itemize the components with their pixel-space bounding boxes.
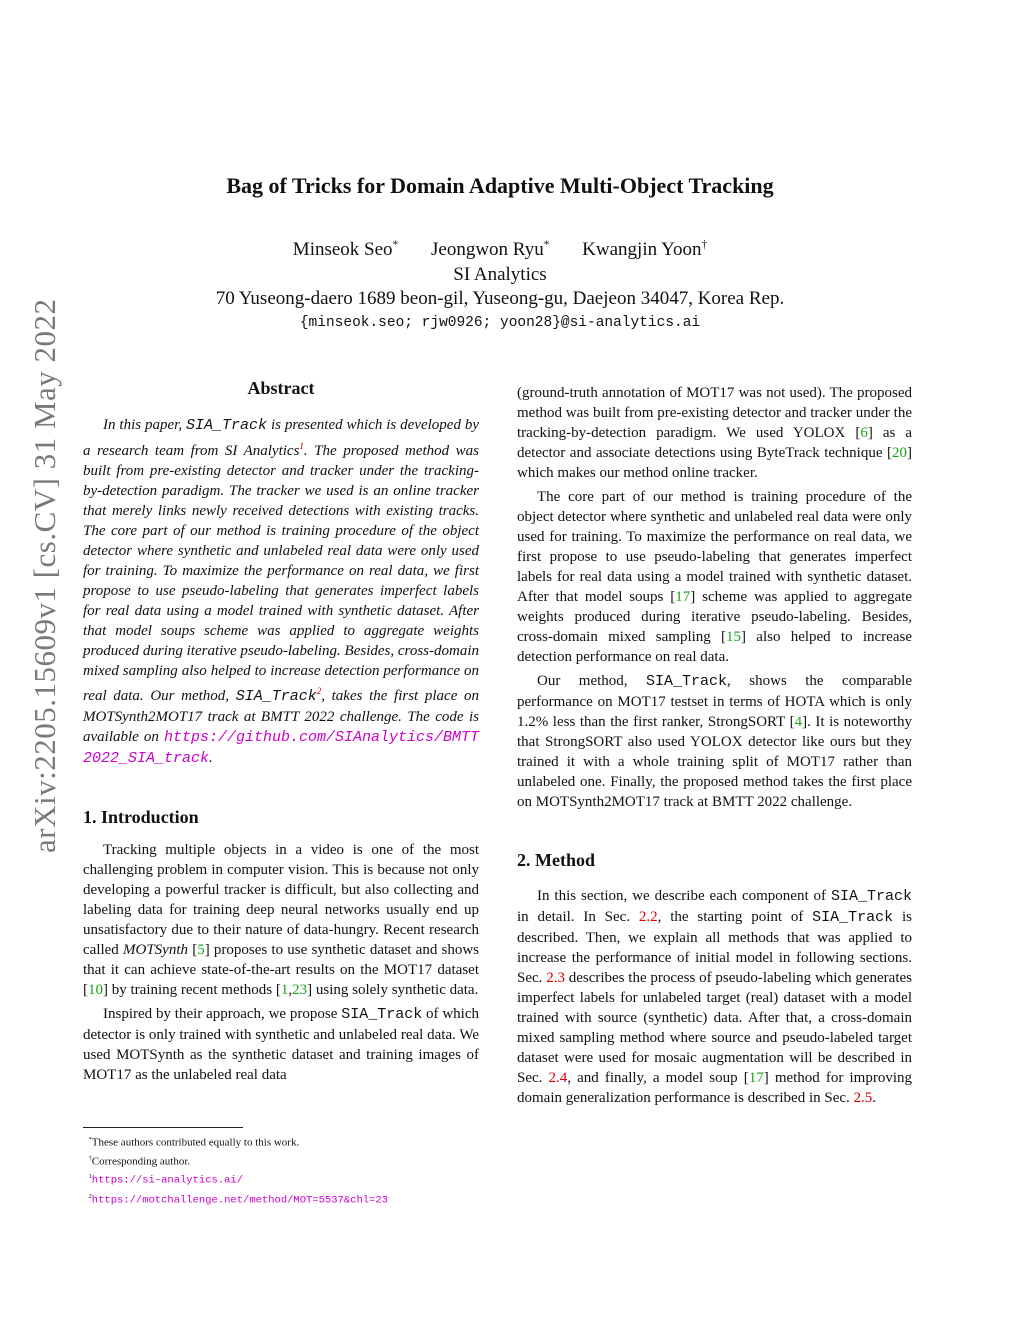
citation-10[interactable]: 10 bbox=[88, 982, 103, 998]
footnotes bbox=[83, 1127, 479, 1209]
intro-paragraph-1: Tracking multiple objects in a video is one of the most challenging problem in computer vision. This is because not only developing a powerful tracker is difficult, but also collecting and labeling data for training deep neural networks usually end up unsatisfactory due to their nature of data-hungry. Recent research called MOTSynth [5] proposes to use synthetic dataset and shows that it can achieve state-of-the-art results on the MOT17 dataset [10] by training recent methods [1,23] using solely synthetic data. bbox=[83, 842, 480, 998]
section-link-2-4[interactable]: 2.4 bbox=[548, 1070, 568, 1086]
paper-title: Bag of Tricks for Domain Adaptive Multi-Object Tracking bbox=[226, 173, 774, 198]
intro-paragraph-2-continued: (ground-truth annotation of MOT17 was not used). The proposed method was built from pre-existing detector and tracker under the tracking-by-detection paradigm. We used YOLOX [6] as a detector and associate detections using ByteTrack technique [20] which makes our method online tracker. bbox=[517, 385, 912, 481]
author-2: Jeongwon Ryu* bbox=[431, 239, 550, 261]
author-3: Kwangjin Yoon† bbox=[582, 239, 708, 261]
citation-6[interactable]: 6 bbox=[860, 425, 868, 441]
citation-20[interactable]: 20 bbox=[892, 445, 907, 461]
intro-paragraph-4: Our method, SIA_Track, shows the comparable performance on MOT17 testset in terms of HOTA which is only 1.2% less than the first ranker, StrongSORT [4]. It is noteworthy that StrongSORT also used YOLOX detector like ours but they trained it with a whole training split of MOT17 rather than unlabeled one. Finally, the proposed method takes the first place on MOTSynth2MOT17 track at BMTT 2022 challenge. bbox=[517, 673, 913, 810]
footnote-ref-1[interactable]: 1 bbox=[299, 441, 304, 451]
affiliation: SI Analytics bbox=[453, 264, 547, 285]
footnote-link-1[interactable]: https://si-analytics.ai/ bbox=[91, 1174, 244, 1187]
author-emails: {minseok.seo; rjw0926; yoon28}@si-analytics.ai bbox=[299, 315, 701, 331]
footnote-1: *These authors contributed equally to this work. bbox=[88, 1136, 300, 1149]
citation-17-method[interactable]: 17 bbox=[748, 1070, 764, 1086]
footnote-2: †Corresponding author. bbox=[88, 1154, 191, 1168]
section-link-2-2[interactable]: 2.2 bbox=[638, 909, 658, 925]
code-link[interactable]: https://github.com/SIAnalytics/BMTT2022_SIA_track bbox=[83, 729, 479, 767]
footnote-link-2[interactable]: https://motchallenge.net/method/MOT=5537&chl=23 bbox=[91, 1194, 388, 1207]
citation-5[interactable]: 5 bbox=[197, 942, 205, 958]
footnote-3: $^1$https://si-analytics.ai/ bbox=[88, 1173, 244, 1187]
citation-17[interactable]: 17 bbox=[675, 589, 691, 605]
citation-15[interactable]: 15 bbox=[726, 629, 742, 645]
citation-4[interactable]: 4 bbox=[794, 714, 803, 730]
footnote-divider bbox=[83, 1127, 243, 1128]
citation-23[interactable]: 23 bbox=[292, 982, 308, 998]
right-column bbox=[517, 383, 912, 1112]
arxiv-identifier: arXiv:2205.15609v1 [cs.CV] 31 May 2022 bbox=[27, 298, 62, 853]
left-column bbox=[83, 378, 479, 1089]
address: 70 Yuseong-daero 1689 beon-gil, Yuseong-gu, Daejeon 34047, Korea Rep. bbox=[215, 288, 785, 309]
footnote-4: $^2$https://motchallenge.net/method/MOT=5537&chl=23 bbox=[88, 1192, 388, 1207]
method-paragraph-1: In this section, we describe each component of SIA_Track in detail. In Sec. 2.2, the starting point of SIA_Track is described. Then, we explain all methods that was applied to increase the performance of initial model in following sections. Sec. 2.3 describes the process of pseudo-labeling which generates imperfect labels for unlabeled target (real) dataset with a model trained with source (synthetic) data. After that, a cross-domain mixed sampling method where source and pseudo-labeled target dataset were used for mosaic augmentation will be described in Sec. 2.4, and finally, a model soup [17] method for improving domain generalization performance is described in Sec. 2.5. bbox=[517, 888, 913, 1106]
footnote-ref-2[interactable]: 2 bbox=[316, 686, 322, 696]
abstract-text: In this paper, SIA_Track is presented which is developed by a research team from SI Analytics$^1$. The proposed method was built from pre-existing detector and tracker under the tracking-by-detection paradigm. The tracker we used is an online tracker that merely links newly received detections with existing tracks. The core part of our method is training procedure of the object detector where synthetic and unlabeled real data were only used for training. To maximize the performance on real data, we first propose to use pseudo-labeling that generates imperfect labels for real data using a model trained with synthetic dataset. After that model soups scheme was applied to aggregate weights produced during iterative pseudo-labeling. Besides, cross-domain mixed sampling also helped to increase detection performance on real data. Our method, SIA_Track$^2$, takes the first place on MOTSynth2MOT17 track at BMTT 2022 challenge. The code is available on https://github.com/SIAnalytics/BMTT2022_SIA_track. bbox=[83, 417, 480, 767]
intro-paragraph-3: The core part of our method is training procedure of the object detector where synthetic and unlabeled real data were only used for training. To maximize the performance on real data, we first propose to use pseudo-labeling that generates imperfect labels for real data using a model trained with synthetic dataset. After that model soups [17] scheme was applied to aggregate weights produced during iterative pseudo-labeling. Besides, cross-domain mixed sampling [15] also helped to increase detection performance on real data. bbox=[517, 489, 912, 665]
author-1: Minseok Seo* bbox=[292, 239, 399, 261]
intro-paragraph-2: Inspired by their approach, we propose SIA_Track of which detector is only trained with synthetic and unlabeled real data. We used MOTSynth as the synthetic dataset and training images of MOT17 as the unlabeled real data bbox=[83, 1006, 480, 1083]
abstract-heading: Abstract bbox=[247, 378, 315, 398]
introduction-heading: 1. Introduction bbox=[83, 807, 199, 827]
citation-1[interactable]: 1 bbox=[280, 982, 289, 998]
author-list bbox=[0, 239, 1000, 261]
section-link-2-3[interactable]: 2.3 bbox=[546, 970, 565, 986]
method-heading: 2. Method bbox=[517, 850, 595, 870]
section-link-2-5[interactable]: 2.5 bbox=[853, 1090, 873, 1106]
